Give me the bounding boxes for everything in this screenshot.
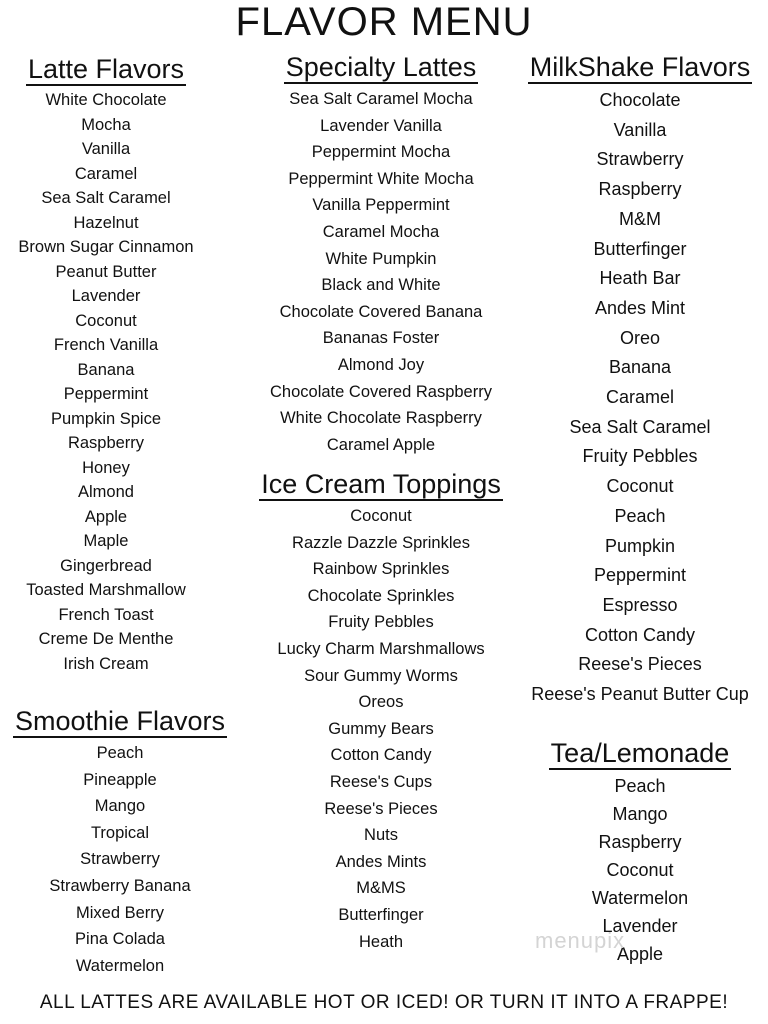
menu-item: Razzle Dazzle Sprinkles (292, 533, 470, 552)
menu-item: Caramel Apple (326, 435, 436, 454)
menu-item: Strawberry (80, 850, 160, 869)
menu-item: Peach (96, 744, 144, 762)
menu-item: Peppermint (63, 385, 149, 403)
menu-item: Strawberry (596, 149, 684, 170)
item-list (500, 86, 768, 710)
menu-item: White Chocolate (45, 91, 167, 109)
menu-item: Butterfinger (338, 905, 424, 924)
menu-item: Sour Gummy Worms (304, 666, 458, 685)
menu-item: Raspberry (598, 832, 682, 852)
menu-item: Honey (82, 458, 130, 477)
menu-item: Chocolate Covered Banana (279, 302, 483, 321)
menu-item: Watermelon (591, 888, 689, 908)
section-heading: MilkShake Flavors (529, 52, 751, 82)
menu-item: Strawberry Banana (49, 876, 191, 895)
watermark: menupix (535, 928, 626, 953)
menu-item: Butterfinger (593, 238, 687, 259)
menu-item: Heath Bar (599, 268, 681, 289)
menu-item: Pineapple (83, 770, 157, 789)
ice-cream-toppings-section (236, 469, 526, 955)
menu-item: Vanilla (81, 140, 131, 158)
menu-item: Sea Salt Caramel Mocha (289, 90, 473, 108)
menu-item: French Vanilla (53, 336, 159, 354)
menu-item: Oreos (358, 693, 404, 712)
item-list (0, 740, 240, 979)
menu-item: Coconut (75, 311, 137, 330)
menu-item: Andes Mint (594, 297, 686, 318)
menu-item: Vanilla (613, 119, 667, 140)
menu-item: Pumpkin (604, 535, 676, 556)
menu-item: Toasted Marshmallow (26, 581, 186, 599)
menu-item: M&MS (356, 879, 406, 898)
menu-item: Creme De Menthe (38, 630, 174, 648)
section-heading: Tea/Lemonade (550, 738, 730, 768)
menu-item: Peppermint Mocha (311, 143, 451, 162)
section-heading: Ice Cream Toppings (261, 469, 501, 499)
item-list (236, 503, 526, 955)
menu-item: Lavender (71, 287, 141, 305)
menu-item: White Chocolate Raspberry (280, 409, 482, 428)
menu-item: Coconut (606, 860, 674, 880)
menu-item: Cotton Candy (584, 624, 696, 645)
menu-item: Lucky Charm Marshmallows (277, 639, 485, 658)
menu-item: Andes Mints (335, 852, 427, 871)
menu-item: Mango (612, 804, 668, 824)
menu-item: Vanilla Peppermint (312, 196, 450, 215)
menu-item: Brown Sugar Cinnamon (18, 238, 194, 256)
menu-item: Almond (78, 483, 134, 501)
menu-item: Banana (77, 360, 135, 379)
smoothie-flavors-section (0, 706, 240, 979)
menu-item: Caramel Mocha (322, 222, 440, 241)
menu-item: Pina Colada (75, 930, 165, 949)
menu-item: Peppermint White Mocha (288, 169, 474, 188)
page-title: FLAVOR MENU (235, 0, 533, 44)
menu-item: Espresso (602, 594, 678, 615)
menu-item: Chocolate Covered Raspberry (270, 382, 492, 401)
menu-item: Almond Joy (337, 355, 425, 374)
menu-item: Sea Salt Caramel (41, 189, 171, 207)
menu-item: Cotton Candy (330, 746, 432, 765)
menu-item: Mango (94, 797, 146, 816)
menu-item: Oreo (619, 327, 661, 348)
menu-item: Bananas Foster (322, 329, 440, 348)
item-list (236, 86, 526, 458)
menu-item: Chocolate (599, 90, 681, 110)
menu-item: Lavender Vanilla (320, 116, 442, 135)
latte-flavors-section (0, 54, 212, 676)
menu-item: Gingerbread (60, 556, 152, 575)
milkshake-flavors-section (500, 52, 768, 710)
specialty-lattes-section (236, 52, 526, 458)
menu-item: French Toast (58, 605, 154, 624)
menu-item: Tropical (90, 823, 150, 842)
item-list (0, 88, 212, 676)
menu-item: Heath (358, 932, 404, 951)
menu-item: Peppermint (593, 565, 687, 586)
menu-item: Maple (83, 532, 129, 550)
menu-item: Caramel (74, 164, 138, 183)
menu-item: Reese's Pieces (324, 799, 438, 818)
menu-item: Nuts (364, 826, 398, 845)
menu-item: Apple (616, 944, 664, 964)
menu-item: Reese's Peanut Butter Cup (531, 684, 749, 705)
menu-item: Sea Salt Caramel (569, 416, 711, 437)
footer-note: ALL LATTES ARE AVAILABLE HOT OR ICED! OR TURN IT INTO A FRAPPE! (39, 992, 729, 1013)
menu-item: White Pumpkin (325, 249, 437, 268)
menu-item: Lavender (602, 916, 678, 936)
menu-item: Fruity Pebbles (582, 446, 698, 467)
menu-item: Mocha (81, 115, 131, 134)
menu-item: Reese's Cups (329, 772, 433, 791)
section-heading: Latte Flavors (27, 54, 185, 84)
menu-item: Coconut (350, 507, 412, 525)
menu-item: Black and White (321, 276, 441, 295)
menu-item: Irish Cream (63, 654, 149, 673)
menu-item: Peach (614, 776, 666, 796)
menu-item: Mixed Berry (75, 903, 165, 922)
menu-item: Banana (608, 357, 672, 378)
menu-item: Pumpkin Spice (50, 409, 162, 428)
menu-item: Apple (84, 507, 128, 526)
section-heading: Specialty Lattes (285, 52, 477, 82)
menu-item: Watermelon (75, 956, 165, 975)
menu-item: Coconut (606, 476, 674, 497)
menu-item: Peanut Butter (55, 262, 157, 281)
menu-item: Hazelnut (73, 213, 139, 232)
section-heading: Smoothie Flavors (14, 706, 226, 736)
menu-item: Raspberry (67, 434, 145, 452)
menu-item: Rainbow Sprinkles (312, 560, 450, 579)
menu-item: Peach (614, 505, 666, 526)
menu-item: Raspberry (598, 179, 682, 200)
menu-item: Chocolate Sprinkles (307, 586, 455, 605)
menu-item: Gummy Bears (328, 719, 434, 738)
menu-item: M&M (619, 208, 661, 229)
menu-item: Caramel (605, 387, 675, 408)
menu-item: Reese's Pieces (578, 654, 702, 675)
menu-item: Fruity Pebbles (328, 613, 434, 632)
